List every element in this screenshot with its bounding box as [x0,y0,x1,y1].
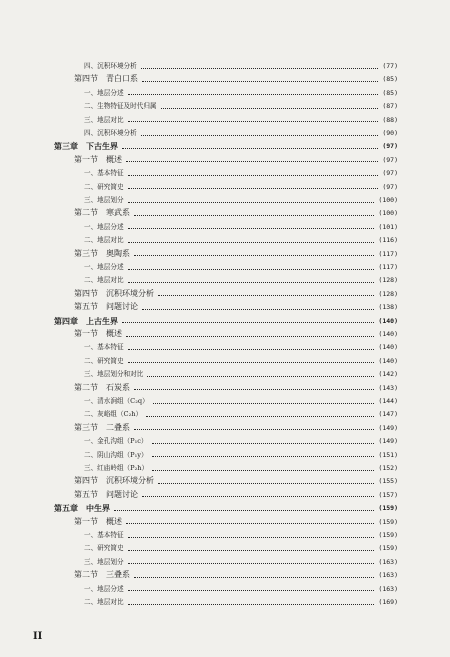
toc-entry-page: (149) [378,437,398,446]
toc-row-item[interactable] [0,435,450,447]
toc-row-item[interactable] [0,408,450,420]
toc-row-section[interactable] [0,516,450,528]
dot-leader [141,68,379,69]
toc-row-section[interactable] [0,328,450,340]
dot-leader [128,121,379,122]
toc-entry-label: 二、生物特征及时代归属 [84,102,157,111]
toc-entry-page: (152) [378,464,398,472]
toc-row-section[interactable] [0,154,450,166]
toc-entry-page: (151) [378,450,398,459]
toc-row-item[interactable] [0,114,450,126]
dot-leader [128,188,379,189]
toc-row-item[interactable] [0,60,450,72]
toc-entry-page: (97) [382,169,398,178]
dot-leader [128,269,375,270]
toc-row-item[interactable] [0,167,450,179]
toc-row-item[interactable] [0,529,450,541]
toc-entry-page: (140) [378,330,398,338]
toc-row-chapter[interactable] [0,140,450,152]
toc-entry-label: 第三节 二叠系 [74,422,130,432]
toc-entry-page: (85) [382,88,398,97]
toc-entry-label: 一、基本特征 [84,343,124,352]
toc-entry-page: (143) [378,383,398,392]
toc-row-section[interactable] [0,422,450,434]
dot-leader [128,94,379,95]
toc-entry-page: (97) [382,155,398,164]
dot-leader [122,322,374,323]
dot-leader [126,336,374,337]
dot-leader [126,161,378,162]
toc-entry-label: 第四章 上古生界 [54,315,118,326]
dot-leader [128,590,375,591]
toc-row-section[interactable] [0,73,450,85]
toc-row-chapter[interactable] [0,315,450,327]
toc-entry-page: (159) [378,531,398,539]
toc-entry-label: 一、基本特征 [84,169,124,178]
toc-entry-label: 二、研究简史 [84,356,124,365]
toc-entry-label: 二、研究简史 [84,544,124,553]
dot-leader [128,362,375,363]
dot-leader [152,443,375,444]
dot-leader [134,389,374,390]
toc-entry-label: 三、地层划分 [84,196,124,204]
toc-entry-label: 一、基本特征 [84,531,124,539]
toc-entry-label: 第四节 沉积环境分析 [74,288,154,298]
dot-leader [152,456,375,457]
toc-row-item[interactable] [0,368,450,380]
toc-entry-label: 第二节 寒武系 [74,208,130,218]
dot-leader [134,215,374,216]
page-number: II [33,631,43,642]
toc-entry-page: (163) [378,584,398,593]
toc-entry-page: (155) [378,477,398,486]
toc-row-section[interactable] [0,382,450,394]
toc-entry-page: (159) [378,544,398,553]
toc-row-item[interactable] [0,596,450,608]
toc-entry-page: (87) [382,102,398,111]
toc-entry-page: (117) [378,263,398,271]
toc-entry-page: (97) [382,142,398,151]
toc-entry-label: 第二节 三叠系 [74,570,130,580]
dot-leader [126,523,374,524]
toc-entry-page: (100) [378,209,398,218]
toc-entry-label: 第二节 石炭系 [74,382,130,392]
dot-leader [153,403,375,404]
toc-entry-page: (97) [382,182,398,191]
toc-entry-label: 第一节 概述 [74,516,122,526]
dot-leader [128,537,375,538]
toc-entry-label: 第一节 概述 [74,154,122,164]
toc-entry-page: (140) [378,316,398,325]
toc-row-item[interactable] [0,556,450,568]
dot-leader [128,202,375,203]
toc-row-item[interactable] [0,395,450,407]
toc-entry-label: 三、红庙岭组（P₂h） [84,464,149,472]
toc-entry-label: 二、阴山沟组（P₁y） [84,450,148,459]
toc-entry-page: (140) [378,356,398,365]
toc-entry-label: 一、地层分述 [84,222,124,231]
toc-entry-page: (142) [378,370,398,379]
toc-entry-page: (149) [378,423,398,432]
toc-entry-label: 第四节 青白口系 [74,74,138,84]
toc-row-item[interactable] [0,221,450,233]
toc-entry-page: (163) [378,571,398,580]
toc-row-item[interactable] [0,127,450,139]
toc-entry-label: 第一节 概述 [74,329,122,338]
toc-entry-page: (144) [378,397,398,405]
toc-entry-page: (159) [378,504,398,513]
toc-row-chapter[interactable] [0,502,450,514]
toc-entry-label: 第五章 中生界 [54,503,110,514]
toc-row-section[interactable] [0,475,450,487]
dot-leader [128,228,375,229]
toc-entry-label: 第五节 问题讨论 [74,489,138,499]
toc-entry-label: 三、地层对比 [84,115,124,124]
dot-leader [128,282,375,283]
toc-row-section[interactable] [0,248,450,260]
toc-entry-page: (163) [378,557,398,566]
toc-entry-label: 二、地层对比 [84,276,124,285]
toc-entry-page: (147) [378,410,398,419]
dot-leader [128,550,375,551]
dot-leader [128,242,375,243]
dot-leader [114,510,374,511]
toc-entry-label: 二、地层对比 [84,236,124,245]
toc-entry-page: (159) [378,517,398,526]
toc-row-item[interactable] [0,181,450,193]
dot-leader [128,175,379,176]
toc-entry-label: 第三章 下古生界 [54,141,118,152]
dot-leader [152,470,374,471]
toc-entry-page: (157) [378,490,398,499]
toc-entry-label: 一、地层分述 [84,584,124,593]
toc-row-item[interactable] [0,194,450,206]
toc-row-item[interactable] [0,261,450,273]
toc-entry-label: 第四节 沉积环境分析 [74,476,154,486]
dot-leader [142,309,374,310]
toc-entry-label: 二、灰峪组（C₂h） [84,410,143,419]
toc-row-item[interactable] [0,542,450,554]
toc-entry-label: 一、清水涧组（C₂q） [84,397,149,405]
toc-entry-label: 第三节 奥陶系 [74,248,130,258]
toc-row-item[interactable] [0,462,450,474]
toc-entry-page: (116) [378,236,398,245]
toc-row-item[interactable] [0,341,450,353]
dot-leader [158,483,374,484]
toc-row-section[interactable] [0,489,450,501]
toc-entry-label: 一、地层分述 [84,88,124,97]
dot-leader [128,349,375,350]
toc-entry-label: 三、地层划分和对比 [84,370,144,379]
toc-entry-page: (128) [378,276,398,285]
toc-entry-label: 一、金孔沟组（P₁c） [84,437,148,446]
toc-entry-page: (117) [378,249,398,258]
dot-leader [128,563,375,564]
toc-entry-label: 一、地层分述 [84,263,124,271]
toc-row-section[interactable] [0,569,450,581]
toc-row-item[interactable] [0,449,450,461]
dot-leader [146,416,374,417]
dot-leader [147,376,374,377]
toc-entry-page: (138) [378,303,398,312]
dot-leader [134,429,374,430]
toc-entry-label: 二、研究简史 [84,182,124,191]
dot-leader [158,295,374,296]
toc-entry-page: (85) [382,75,398,84]
toc-entry-label: 第五节 问题讨论 [74,302,138,312]
toc-entry-label: 三、地层划分 [84,557,124,566]
toc-row-item[interactable] [0,234,450,246]
toc-row-item[interactable] [0,100,450,112]
toc-entry-page: (90) [382,129,398,137]
dot-leader [142,496,374,497]
toc-row-section[interactable] [0,301,450,313]
dot-leader [161,108,379,109]
dot-leader [134,255,374,256]
toc-entry-page: (88) [382,115,398,124]
dot-leader [134,577,374,578]
dot-leader [128,604,375,605]
toc-entry-page: (128) [378,289,398,298]
dot-leader [142,81,378,82]
toc-entry-page: (100) [378,196,398,204]
toc-entry-label: 四、沉积环境分析 [84,129,137,137]
toc-entry-page: (77) [382,62,398,70]
toc-row-item[interactable] [0,355,450,367]
dot-leader [141,135,379,136]
toc-row-item[interactable] [0,583,450,595]
toc-entry-page: (101) [378,222,398,231]
toc-row-section[interactable] [0,207,450,219]
toc-row-item[interactable] [0,274,450,286]
toc-entry-label: 四、沉积环境分析 [84,62,137,70]
toc-row-section[interactable] [0,288,450,300]
toc-entry-label: 二、地层对比 [84,598,124,606]
toc-entry-page: (140) [378,343,398,352]
toc-row-item[interactable] [0,87,450,99]
dot-leader [122,148,378,149]
toc-entry-page: (169) [378,598,398,606]
